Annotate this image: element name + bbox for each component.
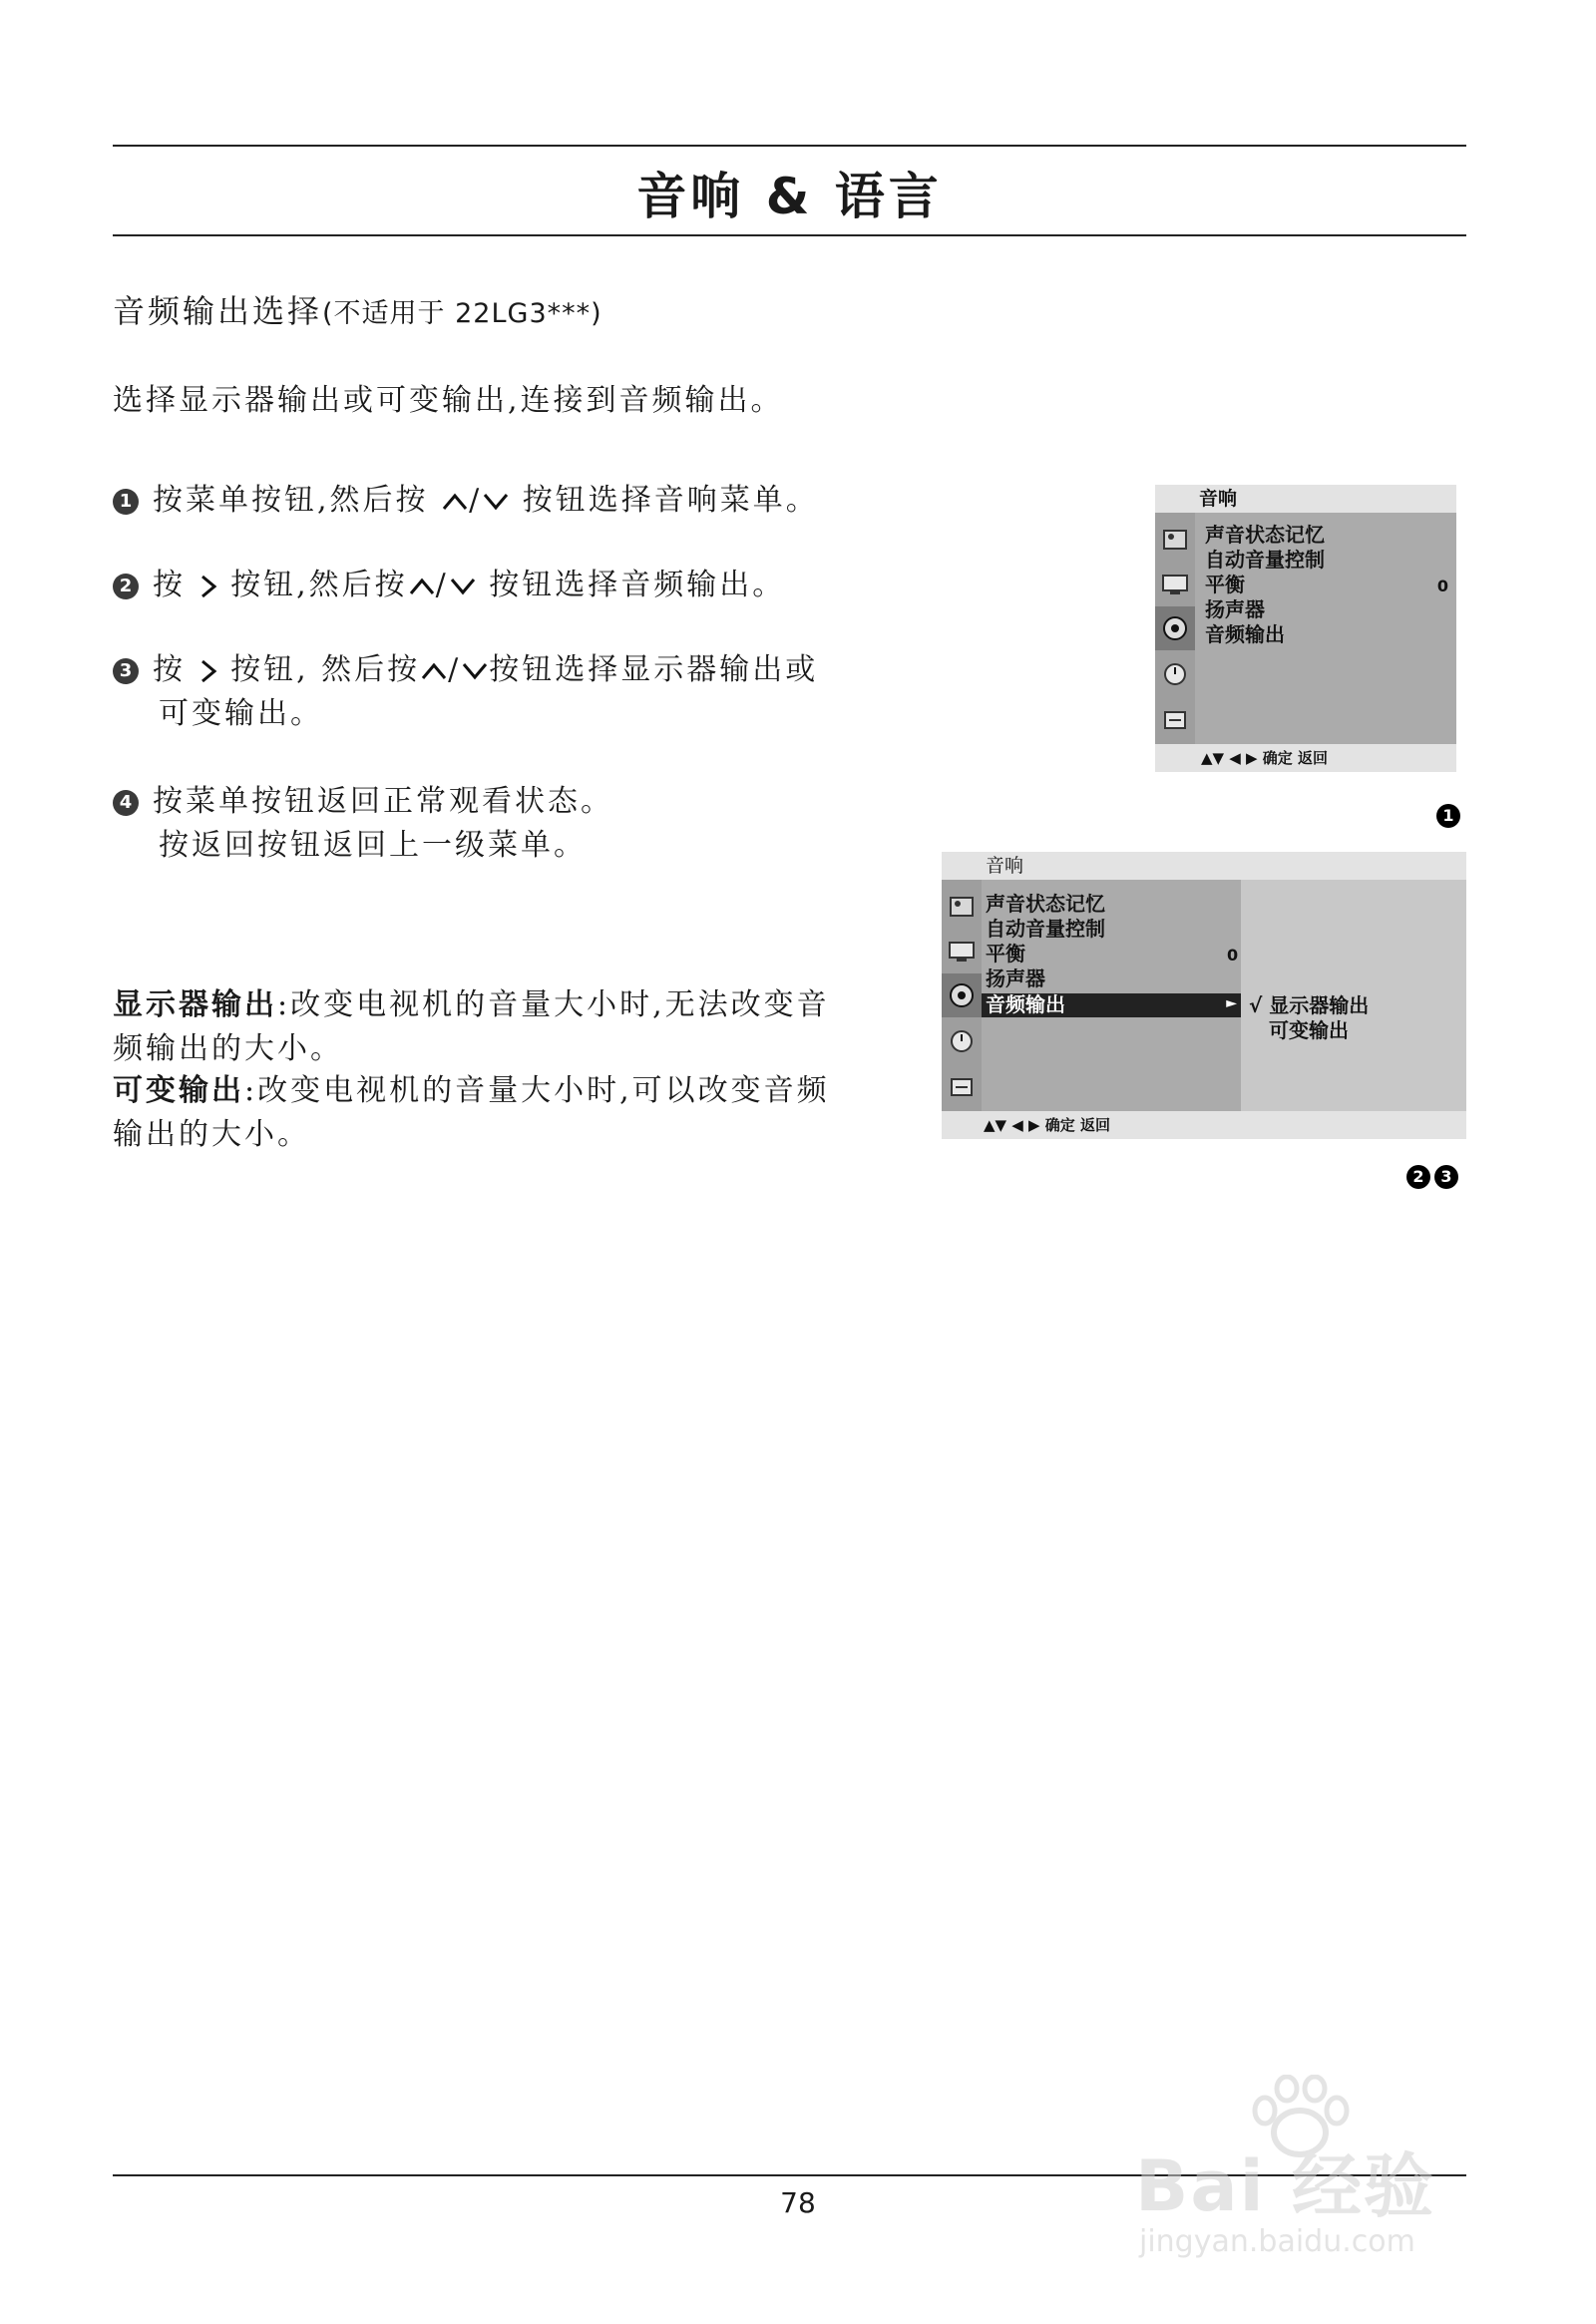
definition-monitor-output [113,983,851,1071]
section-heading [113,289,602,336]
definition-text: 改变电视机的音量大小时,可以改变音频 [257,1073,830,1108]
lock-icon[interactable] [947,1071,977,1101]
definition-text: 改变电视机的音量大小时,无法改变音 [290,987,830,1022]
timer-icon[interactable] [947,1025,977,1055]
osd-audio-menu [1155,485,1456,772]
lock-icon[interactable] [1160,704,1190,734]
menu-item-audio-output-selected[interactable] [982,993,1241,1017]
down-arrow-icon [482,491,510,513]
step-text: 按钮选择音频输出。 [489,568,786,602]
submenu-option-monitor-output[interactable]: √ 显示器输出 [1249,993,1370,1017]
right-arrow-icon [199,574,218,599]
page-title: 音响 & 语言 [636,168,943,225]
definition-term: 可变输出 [113,1073,244,1108]
title-rule [113,234,1466,236]
osd-icon-column [942,880,982,1111]
step-number: 3 [113,658,139,684]
up-arrow-icon [408,576,436,597]
submenu-option-variable-output[interactable]: 可变输出 [1269,1018,1349,1042]
step-text: 按 [153,652,186,687]
audio-icon[interactable] [942,973,982,1017]
step-number: 2 [113,574,139,599]
baidu-watermark [1125,2075,1524,2274]
step-4 [113,780,871,868]
page-number: 78 [780,2186,816,2219]
submenu-arrow-icon: ► [1226,995,1237,1011]
audio-icon[interactable] [1155,606,1195,650]
picture-icon[interactable] [1160,525,1190,555]
step-2: 2 按 按钮,然后按 / 按钮选择音频输出。 [113,564,871,607]
step-1: 1 按菜单按钮,然后按 / 按钮选择音响菜单。 [113,479,871,523]
step-number: 4 [113,790,139,816]
step-text: 按菜单按钮,然后按 [153,483,429,518]
section-intro: 选择显示器输出或可变输出,连接到音频输出。 [113,383,784,418]
up-arrow-icon [420,660,448,682]
definition-text: 频输出的大小。 [113,1031,343,1066]
down-arrow-icon [449,576,477,597]
menu-item-auto-volume[interactable]: 自动音量控制 [986,917,1105,941]
step-text: 可变输出。 [159,696,323,731]
definition-variable-output [113,1069,851,1157]
menu-item-speaker[interactable]: 扬声器 [986,967,1045,990]
balance-value: 0 [1436,577,1448,595]
osd-footer: ▲▼ ◀ ▶ 确定 返回 [1155,744,1456,772]
screen-icon[interactable] [947,936,977,966]
menu-item-label: 音频输出 [986,992,1065,1016]
figure-badge: 3 [1434,1165,1458,1189]
definition-text: 输出的大小。 [113,1117,310,1152]
step-text: 按钮,然后按 [230,568,408,602]
figure-badge: 1 [1436,804,1460,828]
timer-icon[interactable] [1160,658,1190,688]
osd-icon-column [1155,513,1195,744]
watermark-url: jingyan.baidu.com [1139,2224,1415,2259]
step-text: 按钮, 然后按 [230,652,421,687]
step-number: 1 [113,489,139,515]
step-text: 按菜单按钮返回正常观看状态。 [153,784,613,819]
up-arrow-icon [441,491,469,513]
osd-header: 音响 [1155,485,1456,513]
down-arrow-icon [461,660,489,682]
menu-item-balance[interactable]: 平衡 [986,942,1025,966]
osd-footer: ▲▼ ◀ ▶ 确定 返回 [942,1111,1466,1139]
balance-value: 0 [1227,946,1239,965]
menu-item-audio-output[interactable]: 音频输出 [1205,622,1285,646]
watermark-brand: Bai 经验 [1135,2145,1435,2227]
menu-item-balance[interactable]: 平衡 [1205,573,1245,596]
picture-icon[interactable] [947,892,977,922]
top-rule [113,145,1466,147]
definition-term: 显示器输出 [113,987,277,1022]
osd-header: 音响 [942,852,1466,880]
menu-item-speaker[interactable]: 扬声器 [1205,597,1265,621]
osd-audio-menu-expanded [942,852,1466,1139]
step-text: 按钮选择显示器输出或 [489,652,819,687]
step-text: 按钮选择音响菜单。 [522,483,819,518]
section-heading-main: 音频输出选择 [113,292,323,330]
definition-separator: : [277,987,291,1022]
step-text: 按返回按钮返回上一级菜单。 [159,828,587,863]
figure-badge: 2 [1406,1165,1430,1189]
menu-item-sound-memory[interactable]: 声音状态记忆 [986,892,1105,916]
section-heading-note: (不适用于 22LG3***) [322,298,602,329]
screen-icon[interactable] [1160,569,1190,598]
definition-separator: : [244,1073,258,1108]
step-text: 按 [153,568,186,602]
menu-item-auto-volume[interactable]: 自动音量控制 [1205,548,1325,572]
right-arrow-icon [199,658,218,684]
step-3: 3 按 按钮, 然后按 / 按钮选择显示器输出或 可变输出。 [113,648,871,736]
menu-item-sound-memory[interactable]: 声音状态记忆 [1205,523,1325,547]
